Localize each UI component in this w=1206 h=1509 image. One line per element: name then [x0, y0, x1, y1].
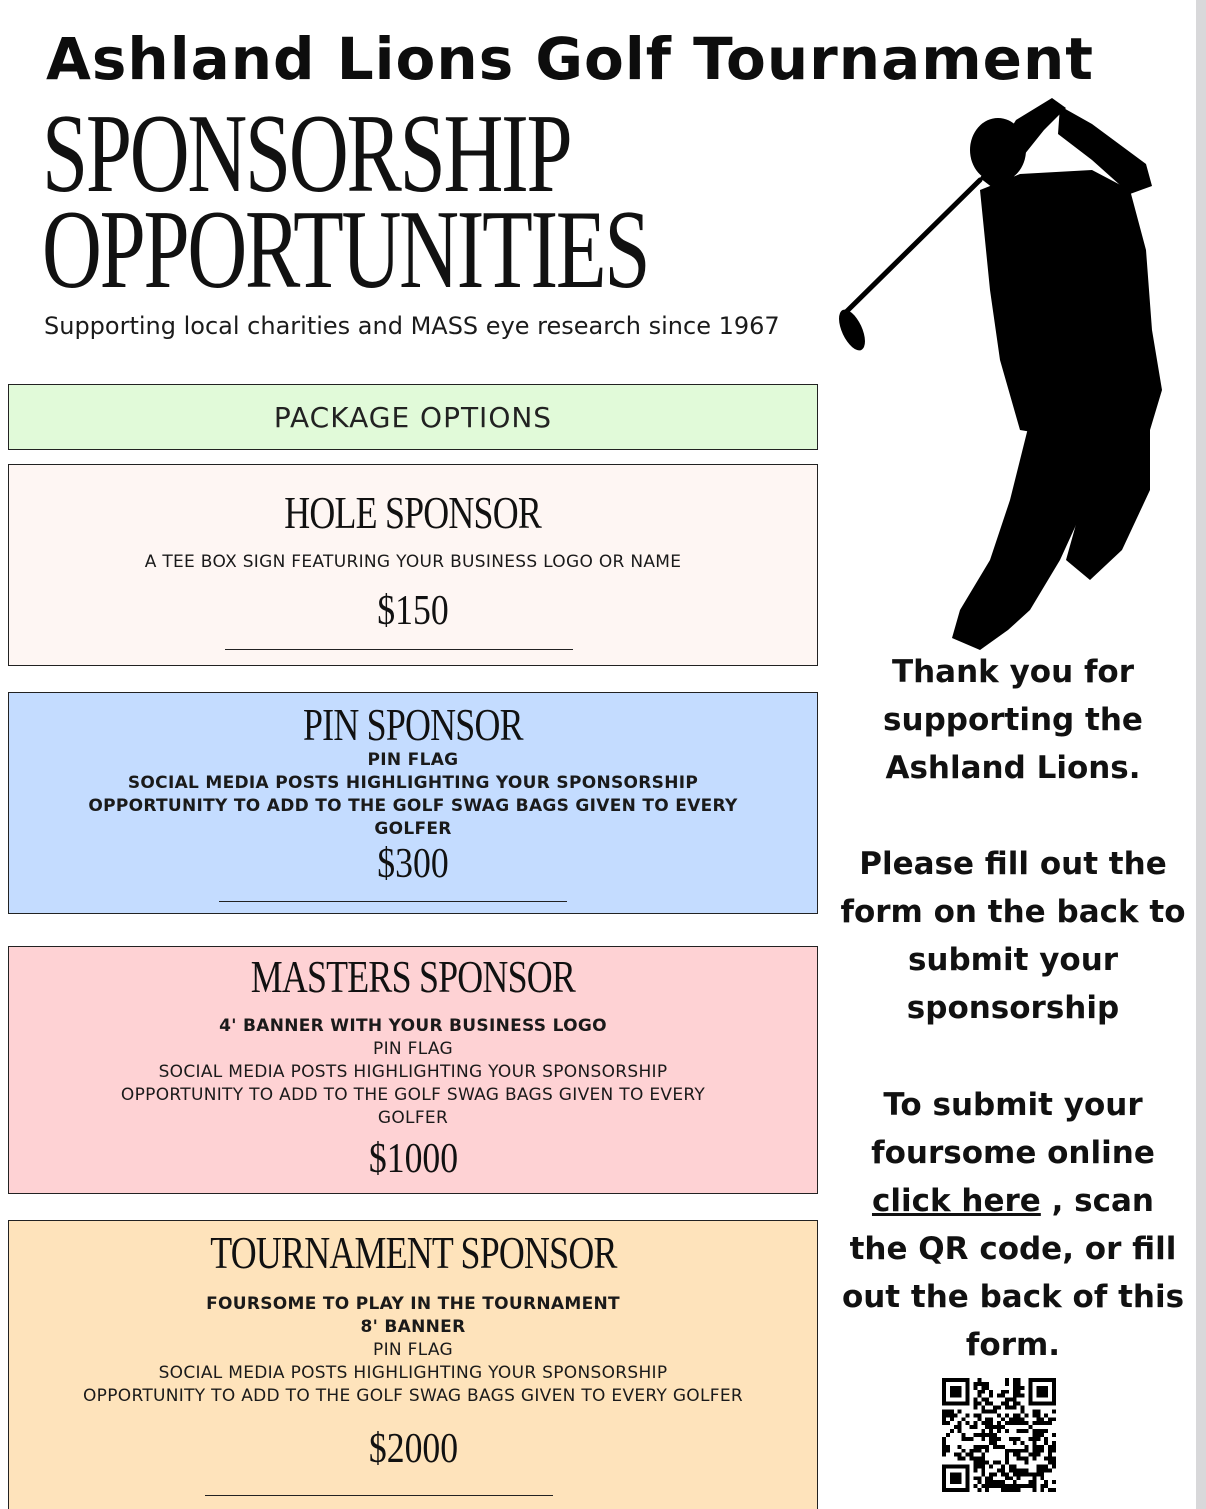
qr-code-icon[interactable]	[942, 1378, 1056, 1492]
tournament-sponsor-title: TOURNAMENT SPONSOR	[209, 1227, 617, 1278]
masters-sponsor-card[interactable]	[8, 946, 818, 1194]
headline-sponsorship: SPONSORSHIP	[42, 92, 571, 216]
masters-signup-line[interactable]	[241, 1193, 589, 1194]
package-options-header	[8, 384, 818, 450]
tournament-price: $2000	[368, 1426, 458, 1472]
pin-sponsor-card[interactable]	[8, 692, 818, 914]
tournament-signup-line[interactable]	[205, 1495, 553, 1496]
submit-line: out the back of this	[841, 1279, 1185, 1315]
package-options-label: PACKAGE OPTIONS	[273, 401, 553, 434]
page-edge	[1196, 0, 1206, 1509]
pin-sponsor-title: PIN SPONSOR	[303, 699, 523, 750]
hole-feature: A TEE BOX SIGN FEATURING YOUR BUSINESS LOGO OR NAME	[144, 552, 682, 572]
instruction-line: sponsorship	[906, 990, 1120, 1026]
masters-feature: PIN FLAG	[373, 1039, 453, 1059]
tournament-feature: SOCIAL MEDIA POSTS HIGHLIGHTING YOUR SPONSORSHIP	[158, 1363, 668, 1383]
tournament-feature: FOURSOME TO PLAY IN THE TOURNAMENT	[206, 1294, 620, 1314]
pin-price: $300	[377, 841, 449, 887]
tournament-title: Ashland Lions Golf Tournament	[46, 25, 1094, 93]
tournament-feature: 8' BANNER	[360, 1317, 466, 1337]
instruction-line: form on the back to	[840, 894, 1186, 930]
masters-sponsor-title: MASTERS SPONSOR	[250, 951, 576, 1002]
pin-feature: GOLFER	[374, 819, 452, 839]
tournament-feature: OPPORTUNITY TO ADD TO THE GOLF SWAG BAGS GIVEN TO EVERY GOLFER	[82, 1386, 743, 1406]
thank-you-message	[838, 648, 1188, 792]
pin-feature: SOCIAL MEDIA POSTS HIGHLIGHTING YOUR SPONSORSHIP	[127, 773, 699, 793]
submit-line: To submit your	[883, 1087, 1143, 1123]
submit-line: foursome online	[871, 1135, 1155, 1171]
tournament-feature: PIN FLAG	[373, 1340, 453, 1360]
pin-feature: PIN FLAG	[367, 750, 459, 770]
hole-sponsor-title: HOLE SPONSOR	[284, 487, 542, 538]
instruction-line: Please fill out the	[859, 846, 1167, 882]
golfer-silhouette-icon	[830, 90, 1180, 650]
instruction-line: submit your	[907, 942, 1119, 978]
tagline: Supporting local charities and MASS eye research since 1967	[44, 312, 780, 340]
masters-feature: OPPORTUNITY TO ADD TO THE GOLF SWAG BAGS GIVEN TO EVERY	[120, 1085, 706, 1105]
hole-sponsor-card[interactable]	[8, 464, 818, 666]
masters-feature: 4' BANNER WITH YOUR BUSINESS LOGO	[219, 1016, 607, 1036]
masters-price: $1000	[368, 1136, 458, 1182]
submit-message	[838, 1081, 1188, 1369]
pin-feature: OPPORTUNITY TO ADD TO THE GOLF SWAG BAGS GIVEN TO EVERY	[88, 796, 738, 816]
submit-line: form.	[965, 1327, 1061, 1363]
pin-signup-line[interactable]	[219, 901, 567, 902]
headline-opportunities: OPPORTUNITIES	[42, 188, 649, 312]
thanks-line: supporting the	[883, 702, 1143, 738]
instructions-message	[838, 840, 1188, 1032]
click-here-link[interactable]: click here	[871, 1183, 1041, 1219]
submit-line: , scan	[1040, 1183, 1154, 1219]
masters-feature: SOCIAL MEDIA POSTS HIGHLIGHTING YOUR SPONSORSHIP	[158, 1062, 668, 1082]
hole-signup-line[interactable]	[225, 649, 573, 650]
thanks-line: Ashland Lions.	[885, 750, 1141, 786]
hole-price: $150	[377, 588, 449, 634]
masters-feature: GOLFER	[377, 1108, 449, 1128]
tournament-sponsor-card[interactable]	[8, 1220, 818, 1509]
submit-line: the QR code, or fill	[849, 1231, 1177, 1267]
thanks-line: Thank you for	[891, 654, 1135, 690]
